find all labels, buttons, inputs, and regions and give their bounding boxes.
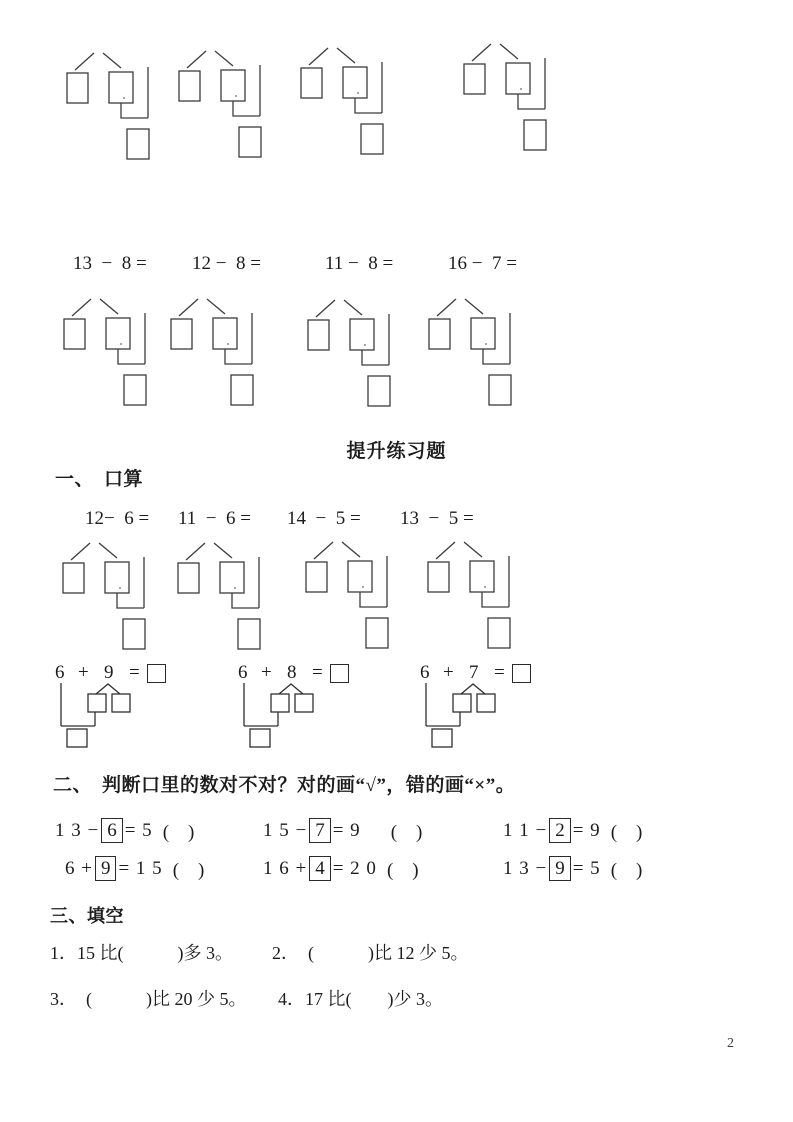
answer-box-bottom bbox=[238, 619, 260, 649]
equals-sign: = bbox=[129, 662, 140, 683]
answer-box-right bbox=[348, 561, 372, 592]
augend: 6 bbox=[55, 662, 65, 683]
branch-line-left bbox=[436, 542, 455, 559]
answer-box-left bbox=[64, 319, 85, 349]
split-diagram-lines bbox=[300, 39, 393, 155]
split-box-right bbox=[112, 694, 130, 712]
judge-expression: 1 1 − bbox=[503, 819, 548, 841]
judge-expression: 1 3 − bbox=[55, 819, 100, 841]
boxed-number: 9 bbox=[549, 856, 571, 881]
sum-box bbox=[250, 729, 270, 747]
judge-result: = 5 bbox=[572, 857, 601, 879]
branch-line-left bbox=[72, 299, 91, 316]
practice-title: 提升练习题 bbox=[346, 441, 447, 462]
judge-parentheses: ( ) bbox=[610, 860, 643, 881]
boxed-number: 4 bbox=[309, 856, 331, 881]
augend: 6 bbox=[420, 662, 430, 683]
branch-line-right bbox=[344, 300, 362, 315]
number-split-diagram bbox=[178, 42, 271, 158]
split-diagram-lines bbox=[307, 291, 400, 407]
branch-line-left bbox=[437, 299, 456, 316]
print-dot bbox=[235, 95, 237, 97]
number-split-diagram bbox=[63, 290, 156, 406]
branch-line-right bbox=[342, 542, 360, 557]
answer-box-right bbox=[506, 63, 530, 94]
connector-elbow-line bbox=[232, 593, 259, 608]
plus-operator: + bbox=[261, 662, 272, 683]
connector-elbow-line bbox=[121, 103, 148, 118]
connector-elbow-line bbox=[117, 593, 144, 608]
answer-box-bottom bbox=[127, 129, 149, 159]
print-dot bbox=[120, 343, 122, 345]
answer-box-left bbox=[171, 319, 192, 349]
subtraction-equation: 11 − 8 = bbox=[325, 253, 394, 274]
answer-box-right bbox=[106, 318, 130, 349]
judge-expression: 6 + bbox=[65, 857, 93, 879]
judge-parentheses: ( ) bbox=[390, 822, 423, 843]
number-split-diagram bbox=[307, 291, 400, 407]
answer-box-left bbox=[67, 73, 88, 103]
number-split-diagram bbox=[300, 39, 393, 155]
fill-blank-item: 2． ( )比 12 少 5。 bbox=[272, 943, 469, 963]
answer-box-bottom bbox=[123, 619, 145, 649]
branch-line-left bbox=[309, 48, 328, 65]
section3-heading: 三、填空 bbox=[50, 906, 124, 926]
judge-expression: 1 5 − bbox=[263, 819, 308, 841]
section1-heading: 一、 口算 bbox=[55, 469, 144, 490]
boxed-number: 6 bbox=[101, 818, 123, 843]
branch-line-right bbox=[100, 299, 118, 314]
subtraction-equation: 16 − 7 = bbox=[448, 253, 517, 274]
judge-parentheses: ( ) bbox=[162, 822, 195, 843]
answer-box-bottom bbox=[489, 375, 511, 405]
answer-box-right bbox=[109, 72, 133, 103]
addition-problem bbox=[55, 662, 180, 754]
judge-result: = 9 bbox=[332, 819, 361, 841]
number-split-diagram bbox=[427, 533, 520, 649]
branch-line-left bbox=[472, 44, 491, 61]
branch-line-right bbox=[465, 299, 483, 314]
connector-elbow-line bbox=[360, 592, 387, 607]
branch-line-left bbox=[316, 300, 335, 317]
fill-blank-item: 4．17 比( )少 3。 bbox=[278, 989, 443, 1009]
split-diagram-lines bbox=[178, 42, 271, 158]
number-split-diagram bbox=[170, 290, 263, 406]
split-box-right bbox=[477, 694, 495, 712]
judge-problem bbox=[503, 817, 642, 844]
split-box-left bbox=[271, 694, 289, 712]
connector-elbow-line bbox=[355, 98, 382, 113]
print-dot bbox=[123, 97, 125, 99]
print-dot bbox=[362, 586, 364, 588]
number-split-diagram bbox=[66, 44, 159, 160]
answer-box-bottom bbox=[368, 376, 390, 406]
make-ten-diagram bbox=[420, 680, 510, 752]
answer-box-right bbox=[220, 562, 244, 593]
split-diagram-lines bbox=[463, 35, 556, 151]
answer-box-left bbox=[429, 319, 450, 349]
print-dot bbox=[485, 343, 487, 345]
answer-box-right bbox=[343, 67, 367, 98]
branch-line-left bbox=[187, 51, 206, 68]
judge-result: = 2 0 bbox=[332, 857, 377, 879]
fill-blank-item: 1．15 比( )多 3。 bbox=[50, 943, 233, 963]
subtraction-equation: 12 − 8 = bbox=[192, 253, 261, 274]
split-box-right bbox=[295, 694, 313, 712]
answer-box-right bbox=[470, 561, 494, 592]
plus-operator: + bbox=[78, 662, 89, 683]
plus-operator: + bbox=[443, 662, 454, 683]
branch-line-left bbox=[71, 543, 90, 560]
answer-box-bottom bbox=[231, 375, 253, 405]
judge-parentheses: ( ) bbox=[172, 860, 205, 881]
number-split-diagram bbox=[463, 35, 556, 151]
connector-elbow-line bbox=[362, 350, 389, 365]
number-split-diagram bbox=[428, 290, 521, 406]
subtraction-equation: 13 − 5 = bbox=[400, 508, 474, 529]
number-split-diagram bbox=[177, 534, 270, 650]
answer-box-bottom bbox=[366, 618, 388, 648]
split-diagram-lines bbox=[170, 290, 263, 406]
make-ten-diagram bbox=[55, 680, 145, 752]
augend: 6 bbox=[238, 662, 248, 683]
judge-result: = 1 5 bbox=[118, 857, 163, 879]
judge-parentheses: ( ) bbox=[610, 822, 643, 843]
answer-box-left bbox=[301, 68, 322, 98]
subtraction-equation: 12− 6 = bbox=[85, 508, 150, 529]
addend: 9 bbox=[104, 662, 114, 683]
answer-box-left bbox=[178, 563, 199, 593]
sum-box bbox=[67, 729, 87, 747]
branch-line-left bbox=[186, 543, 205, 560]
answer-box-left bbox=[428, 562, 449, 592]
number-split-diagram bbox=[62, 534, 155, 650]
split-box-left bbox=[453, 694, 471, 712]
split-diagram-lines bbox=[428, 290, 521, 406]
section2-heading: 二、 判断口里的数对不对？对的画“√”，错的画“×”。 bbox=[53, 775, 516, 796]
split-diagram-lines bbox=[66, 44, 159, 160]
branch-line-left bbox=[179, 299, 198, 316]
answer-box-right bbox=[471, 318, 495, 349]
number-split-diagram bbox=[305, 533, 398, 649]
branch-line-right bbox=[207, 299, 225, 314]
addition-problem bbox=[238, 662, 363, 754]
branch-line-right bbox=[99, 543, 117, 558]
boxed-number: 2 bbox=[549, 818, 571, 843]
print-dot bbox=[364, 344, 366, 346]
boxed-number: 9 bbox=[95, 856, 117, 881]
print-dot bbox=[234, 587, 236, 589]
addend: 7 bbox=[469, 662, 479, 683]
answer-box-right bbox=[105, 562, 129, 593]
answer-box-right bbox=[221, 70, 245, 101]
connector-elbow-line bbox=[233, 101, 260, 116]
print-dot bbox=[119, 587, 121, 589]
answer-box-bottom bbox=[361, 124, 383, 154]
answer-box-left bbox=[464, 64, 485, 94]
subtraction-equation: 11 − 6 = bbox=[178, 508, 251, 529]
judge-result: = 5 bbox=[124, 819, 153, 841]
print-dot bbox=[484, 586, 486, 588]
make-ten-diagram bbox=[238, 680, 328, 752]
subtraction-equation: 14 − 5 = bbox=[287, 508, 361, 529]
equals-sign: = bbox=[312, 662, 323, 683]
split-diagram-lines bbox=[427, 533, 520, 649]
judge-result: = 9 bbox=[572, 819, 601, 841]
branch-line-left bbox=[314, 542, 333, 559]
split-diagram-lines bbox=[63, 290, 156, 406]
split-box-left bbox=[88, 694, 106, 712]
answer-box bbox=[147, 664, 166, 683]
branch-line-left bbox=[75, 53, 94, 70]
judge-problem bbox=[65, 855, 204, 882]
boxed-number: 7 bbox=[309, 818, 331, 843]
branch-line-right bbox=[500, 44, 518, 59]
fill-blank-item: 3． ( )比 20 少 5。 bbox=[50, 989, 247, 1009]
print-dot bbox=[227, 343, 229, 345]
subtraction-equation: 13 − 8 = bbox=[73, 253, 147, 274]
addend: 8 bbox=[287, 662, 297, 683]
judge-problem bbox=[263, 817, 422, 844]
answer-box-bottom bbox=[124, 375, 146, 405]
sum-box bbox=[432, 729, 452, 747]
answer-box-right bbox=[213, 318, 237, 349]
addition-problem bbox=[420, 662, 545, 754]
answer-box-bottom bbox=[488, 618, 510, 648]
judge-expression: 1 3 − bbox=[503, 857, 548, 879]
branch-line-right bbox=[215, 51, 233, 66]
branch-line-right bbox=[464, 542, 482, 557]
answer-box-left bbox=[179, 71, 200, 101]
answer-box-left bbox=[63, 563, 84, 593]
connector-elbow-line bbox=[482, 592, 509, 607]
judge-parentheses: ( ) bbox=[386, 860, 419, 881]
branch-line-right bbox=[214, 543, 232, 558]
connector-elbow-line bbox=[118, 349, 145, 364]
print-dot bbox=[520, 88, 522, 90]
branch-line-right bbox=[103, 53, 121, 68]
split-diagram-lines bbox=[305, 533, 398, 649]
print-dot bbox=[357, 92, 359, 94]
page-number: 2 bbox=[727, 1036, 734, 1051]
connector-elbow-line bbox=[225, 349, 252, 364]
branch-line-right bbox=[337, 48, 355, 63]
split-diagram-lines bbox=[177, 534, 270, 650]
answer-box-left bbox=[308, 320, 329, 350]
answer-box-bottom bbox=[524, 120, 546, 150]
judge-expression: 1 6 + bbox=[263, 857, 308, 879]
answer-box-right bbox=[350, 319, 374, 350]
judge-problem bbox=[55, 817, 194, 844]
answer-box-bottom bbox=[239, 127, 261, 157]
judge-problem bbox=[503, 855, 642, 882]
answer-box bbox=[330, 664, 349, 683]
judge-problem bbox=[263, 855, 419, 882]
answer-box bbox=[512, 664, 531, 683]
connector-elbow-line bbox=[518, 94, 545, 109]
split-diagram-lines bbox=[62, 534, 155, 650]
answer-box-left bbox=[306, 562, 327, 592]
connector-elbow-line bbox=[483, 349, 510, 364]
equals-sign: = bbox=[494, 662, 505, 683]
